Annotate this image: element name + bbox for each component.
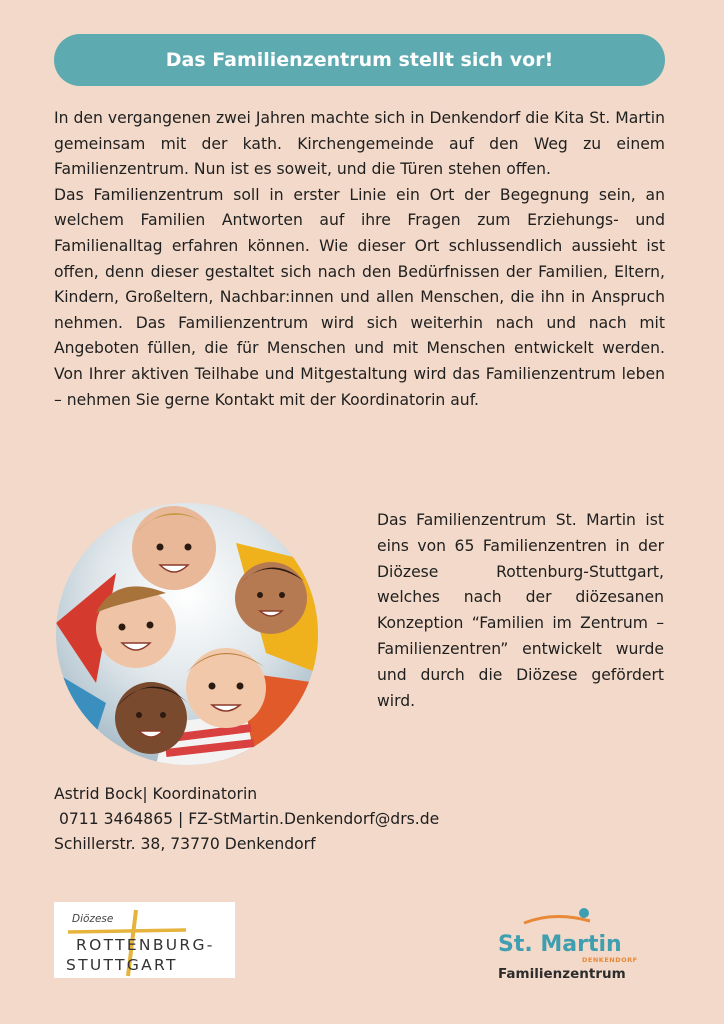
contact-block xyxy=(54,782,514,857)
children-illustration xyxy=(56,503,318,765)
intro-text xyxy=(54,106,665,413)
st-martin-logo-graphic xyxy=(494,905,644,985)
st-martin-logo-name: St. Martin xyxy=(498,932,622,957)
st-martin-logo xyxy=(494,905,644,985)
page-title: Das Familienzentrum stellt sich vor! xyxy=(165,49,554,71)
figure-head-icon xyxy=(579,908,589,918)
intro-paragraph-1: In den vergangenen zwei Jahren machte sich in Denkendorf die Kita St. Martin gemeinsam mit der kath. Kirchengemeinde auf den Weg zu einem Familienzentrum. Nun ist es soweit, und die Türen stehen offen. xyxy=(54,109,665,179)
st-martin-logo-place: DENKENDORF xyxy=(582,956,638,964)
intro-paragraph-2: Das Familienzentrum soll in erster Linie ein Ort der Begegnung sein, an welchem Familien Antworten auf ihre Fragen zum Erziehungs- und Familienalltag erfahren können. Wie dieser Ort schlussendlich aussieht ist offen, denn dieser gestaltet sich nach den Bedürfnissen der Familien, Eltern, Kindern, Großeltern, Nachbar:innen und allen Menschen, die ihn in Anspruch nehmen. Das Familienzentrum wird sich weiterhin nach und nach mit Angeboten füllen, die für Menschen und mit Menschen entwickelt werden. Von Ihrer aktiven Teilhabe und Mitgestaltung wird das Familienzentrum leben – nehmen Sie gerne Kontakt mit der Koordinatorin auf. xyxy=(54,185,665,409)
st-martin-logo-subtitle: Familienzentrum xyxy=(498,966,626,982)
dioezese-logo xyxy=(54,902,235,978)
dioezese-logo-line1: ROTTENBURG- xyxy=(76,936,215,954)
contact-name: Astrid Bock| Koordinatorin xyxy=(54,785,258,803)
title-banner xyxy=(54,34,665,86)
contact-phone-email: 0711 3464865 | FZ-StMartin.Denkendorf@drs.de xyxy=(54,810,440,828)
dioezese-logo-graphic xyxy=(54,902,235,978)
dioezese-logo-top: Diözese xyxy=(72,913,114,925)
contact-address: Schillerstr. 38, 73770 Denkendorf xyxy=(54,835,316,853)
dioezese-logo-line2: STUTTGART xyxy=(66,956,178,974)
children-photo xyxy=(56,503,318,765)
side-info-text: Das Familienzentrum St. Martin ist eins von 65 Familienzentren in der Diözese Rottenburg-Stuttgart, welches nach der diözesanen Konzeption “Familien im Zentrum – Familienzentren” entwickelt wurde und durch die Diözese gefördert wird. xyxy=(377,511,664,710)
